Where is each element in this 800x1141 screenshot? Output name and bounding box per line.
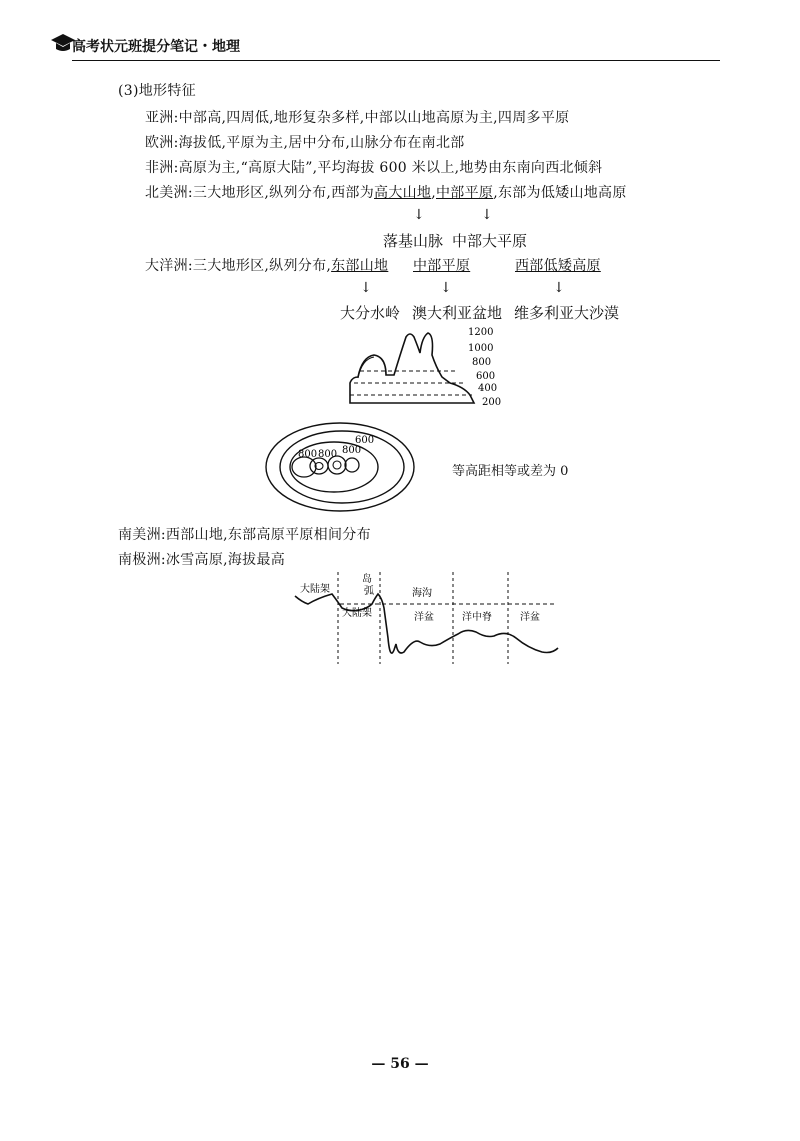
header-title: 高考状元班提分笔记・地理: [72, 39, 240, 55]
na-example-great-plains: 中部大平原: [452, 232, 528, 250]
elev-label-400: 400: [478, 383, 498, 394]
africa-line: 非洲:高原为主,“高原大陆”,平均海拔 600 米以上,地势由东南向西北倾斜: [145, 160, 603, 176]
page-number: — 56 —: [371, 1056, 429, 1072]
na-separator: ,: [431, 185, 436, 201]
elev-label-1200: 1200: [468, 327, 494, 338]
oc-example-basin: 澳大利亚盆地: [412, 304, 503, 322]
seafloor-label-basin-2: 洋盆: [520, 612, 540, 623]
oc-east-term: 东部山地: [331, 258, 389, 274]
na-prefix: 北美洲:三大地形区,纵列分布,西部为: [145, 185, 375, 201]
contour-note: 等高距相等或差为 0: [452, 464, 569, 479]
mountain-profile-figure: [340, 325, 510, 415]
seafloor-label-island-arc-2: 弧: [364, 586, 374, 597]
contour-label-800-b: 800: [318, 449, 338, 460]
na-arrow-2: ↓: [481, 207, 493, 223]
oc-example-great-dividing-range: 大分水岭: [340, 304, 401, 322]
contour-map-figure: [262, 415, 422, 515]
seafloor-label-shelf-top: 大陆架: [300, 584, 330, 595]
elev-label-600: 600: [476, 371, 496, 382]
asia-line: 亚洲:中部高,四周低,地形复杂多样,中部以山地高原为主,四周多平原: [145, 110, 570, 126]
na-example-rockies: 落基山脉: [383, 232, 444, 250]
seafloor-label-trench: 海沟: [412, 588, 432, 599]
contour-label-600: 600: [355, 435, 375, 446]
antarctica-line: 南极洲:冰雪高原,海拔最高: [118, 552, 286, 568]
na-arrow-1: ↓: [413, 207, 425, 223]
na-suffix: ,东部为低矮山地高原: [493, 185, 627, 201]
elev-label-200: 200: [482, 397, 502, 408]
contour-label-800-c: 800: [342, 445, 362, 456]
oceania-line: [145, 255, 388, 275]
elev-label-1000: 1000: [468, 343, 494, 354]
europe-line: 欧洲:海拔低,平原为主,居中分布,山脉分布在南北部: [145, 135, 465, 151]
seafloor-label-island-arc-1: 岛: [362, 574, 372, 585]
oc-arrow-1: ↓: [360, 280, 372, 296]
seafloor-profile-figure: [280, 568, 570, 668]
elev-label-800: 800: [472, 357, 492, 368]
oc-prefix: 大洋洲:三大地形区,纵列分布,: [145, 258, 332, 274]
oc-arrow-2: ↓: [440, 280, 452, 296]
seafloor-label-basin-1: 洋盆: [414, 612, 434, 623]
north-america-line: [145, 182, 627, 202]
oc-example-desert: 维多利亚大沙漠: [514, 304, 620, 322]
na-central-term: 中部平原: [436, 185, 494, 201]
header-rule: [72, 60, 720, 61]
seafloor-label-ridge: 洋中脊: [462, 612, 492, 623]
seafloor-label-shelf-bottom: 大陆架: [342, 608, 372, 619]
contour-label-800-a: 800: [298, 449, 318, 460]
oc-central-term: 中部平原: [413, 258, 471, 274]
section-heading: (3)地形特征: [118, 83, 196, 99]
oc-arrow-3: ↓: [553, 280, 565, 296]
oc-west-term: 西部低矮高原: [515, 258, 601, 274]
na-west-term: 高大山地: [374, 185, 432, 201]
south-america-line: 南美洲:西部山地,东部高原平原相间分布: [118, 527, 371, 543]
